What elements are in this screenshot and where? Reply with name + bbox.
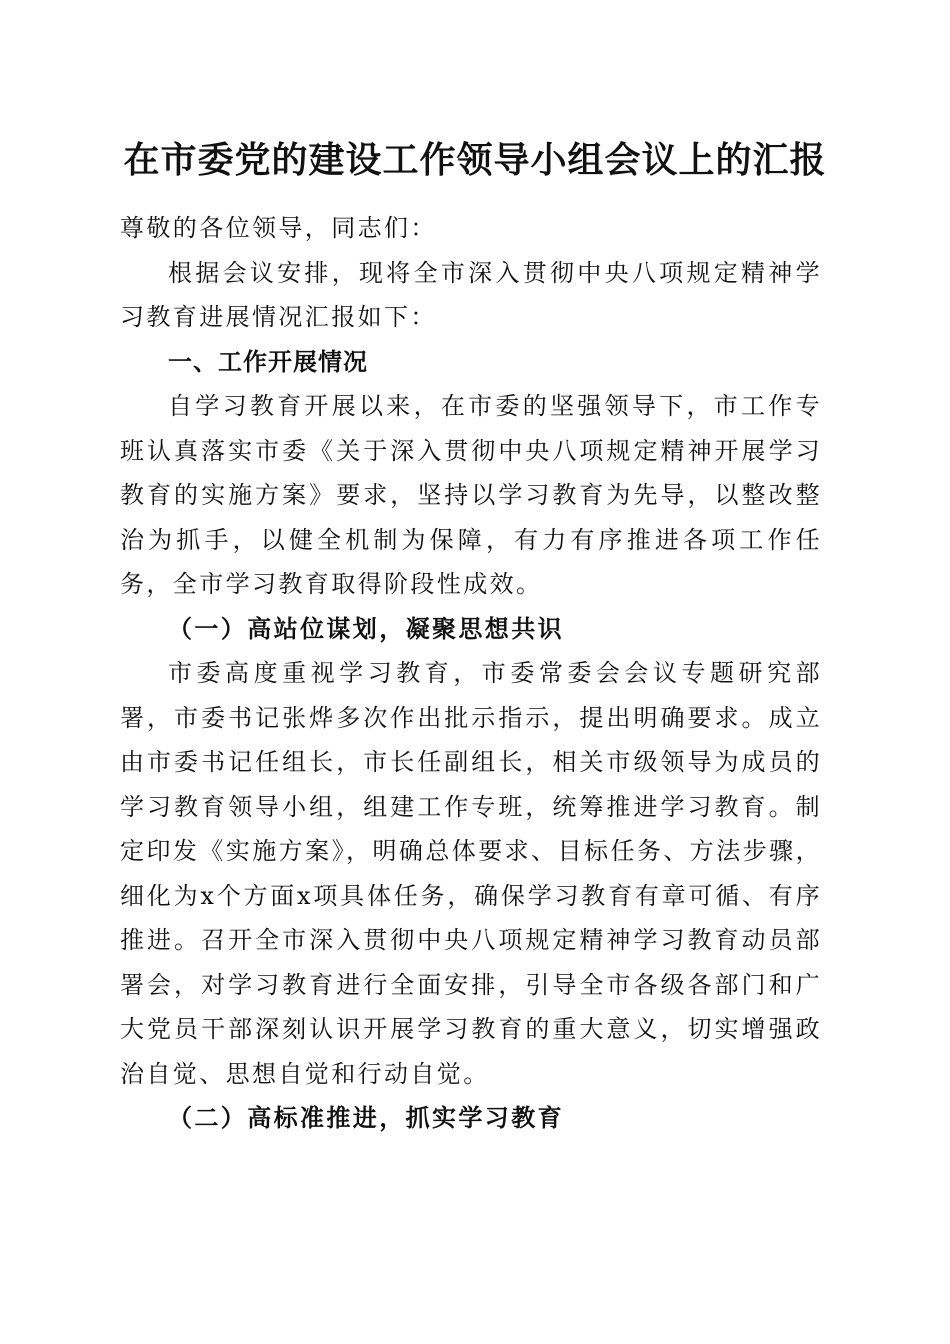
subsection-heading-2: （二）高标准推进，抓实学习教育 xyxy=(168,1103,564,1132)
subsection-heading-1: （一）高站位谋划，凝聚思想共识 xyxy=(168,613,564,643)
salutation: 尊敬的各位领导，同志们： xyxy=(120,214,437,242)
document-title: 在市委党的建设工作领导小组会议上的汇报 xyxy=(123,139,827,181)
document-body xyxy=(120,206,822,1141)
section-heading-1: 一、工作开展情况 xyxy=(168,347,368,376)
intro-paragraph: 根据会议安排，现将全市深入贯彻中央八项规定精神学习教育进展情况汇报如下： xyxy=(120,258,822,331)
subsection-1-paragraph: 市委高度重视学习教育，市委常委会会议专题研究部署，市委书记张烨多次作出批示指示，提出明确要求。成立由市委书记任组长，市长任副组长，相关市级领导为成员的学习教育领导小组，组建工作专班，统筹推进学习教育。制定印发《实施方案》，明确总体要求、目标任务、方法步骤，细化为x个方面x项具体任务，确保学习教育有章可循、有序推进。召开全市深入贯彻中央八项规定精神学习教育动员部署会，对学习教育进行全面安排，引导全市各级各部门和广大党员干部深刻认识开展学习教育的重大意义，切实增强政治自觉、思想自觉和行动自觉。 xyxy=(120,659,822,1088)
section-1-paragraph: 自学习教育开展以来，在市委的坚强领导下，市工作专班认真落实市委《关于深入贯彻中央八项规定精神开展学习教育的实施方案》要求，坚持以学习教育为先导，以整改整治为抓手，以健全机制为保障，有力有序推进各项工作任务，全市学习教育取得阶段性成效。 xyxy=(120,392,822,598)
